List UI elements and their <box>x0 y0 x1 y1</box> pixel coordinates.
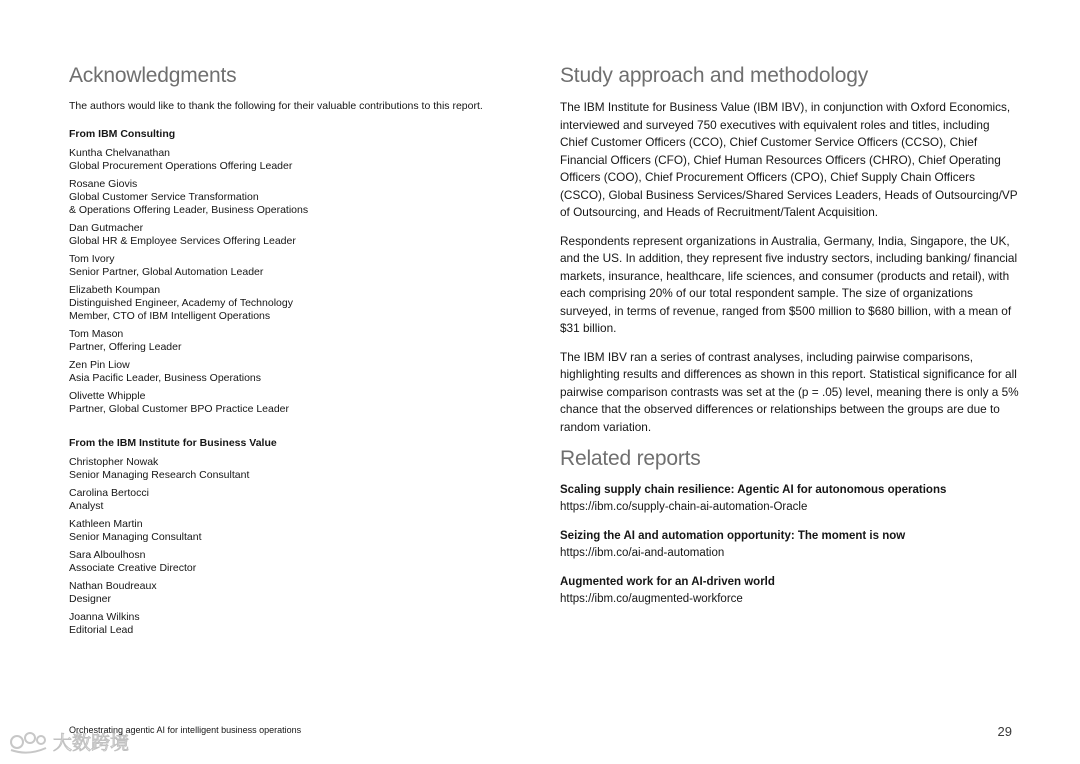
person-role: Partner, Offering Leader <box>69 341 182 353</box>
methodology-paragraph: The IBM Institute for Business Value (IBM IBV), in conjunction with Oxford Economics, interviewed and surveyed 750 executives with equivalent roles and titles, including Chief Customer Officers (CCO), Chief Customer Service Officers (CCSO), Chief Financial Officers (CFO), Chief Human Resources Officers (CHRO), Chief Operating Officers (COO), Chief Procurement Officers (CPO), Chief Supply Chain Officers (CSCO), Global Business Services/Shared Services Leaders, Heads of Outsourcing/VP of Outsourcing, and Heads of Recruitment/Talent Acquisition. <box>560 100 1018 219</box>
ibm-consulting-heading: From IBM Consulting <box>69 128 176 140</box>
person <box>69 253 499 279</box>
person <box>69 611 499 637</box>
person-name: Kuntha Chelvanathan <box>69 147 170 159</box>
person-name: Rosane Giovis <box>69 178 138 190</box>
related-report-link[interactable]: https://ibm.co/ai-and-automation <box>560 547 725 559</box>
person-name: Joanna Wilkins <box>69 611 140 623</box>
person <box>69 359 499 385</box>
watermark-icon <box>8 728 50 756</box>
person-role: Senior Partner, Global Automation Leader <box>69 266 264 278</box>
methodology-paragraph: The IBM IBV ran a series of contrast analyses, including pairwise comparisons, highlighting results and differences as shown in this report. Statistical significance for all pairwise comparison contrasts was set at the (p = .05) level, meaning there is only a 5% chance that the observed differences or relationships between the groups are due to random variation. <box>560 349 1019 434</box>
person <box>69 284 499 323</box>
acknowledgments-section <box>69 64 499 642</box>
person-role: Member, CTO of IBM Intelligent Operations <box>69 310 271 322</box>
acknowledgments-title: Acknowledgments <box>69 64 237 87</box>
related-report[interactable] <box>560 482 1020 516</box>
person <box>69 328 499 354</box>
acknowledgments-intro: The authors would like to thank the following for their valuable contributions to this report. <box>69 100 483 112</box>
ibm-ibv-group <box>69 436 499 637</box>
person <box>69 456 499 482</box>
footer-document-title: Orchestrating agentic AI for intelligent business operations <box>69 725 302 735</box>
person-role: Partner, Global Customer BPO Practice Leader <box>69 403 290 415</box>
person-role: Analyst <box>69 500 104 512</box>
person-name: Dan Gutmacher <box>69 222 144 234</box>
person-role: Editorial Lead <box>69 624 134 636</box>
person-role: Distinguished Engineer, Academy of Technology <box>69 297 293 309</box>
person-role: Associate Creative Director <box>69 562 197 574</box>
person <box>69 390 499 416</box>
person-name: Sara Alboulhosn <box>69 549 146 561</box>
person <box>69 222 499 248</box>
person-name: Tom Mason <box>69 328 124 340</box>
person-name: Christopher Nowak <box>69 456 159 468</box>
person-role: Global HR & Employee Services Offering Leader <box>69 235 296 247</box>
person-name: Zen Pin Liow <box>69 359 130 371</box>
related-report[interactable] <box>560 528 1020 562</box>
person <box>69 147 499 173</box>
person-name: Olivette Whipple <box>69 390 146 402</box>
person-role: & Operations Offering Leader, Business Operations <box>69 204 309 216</box>
methodology-section <box>560 64 1020 620</box>
person-name: Kathleen Martin <box>69 518 143 530</box>
person-role: Global Customer Service Transformation <box>69 191 259 203</box>
related-report-title: Augmented work for an AI-driven world <box>560 576 775 588</box>
person <box>69 178 499 217</box>
related-reports-title: Related reports <box>560 447 701 470</box>
watermark-label: 大数跨境 <box>53 732 130 754</box>
ibm-consulting-group <box>69 127 499 416</box>
page-number: 29 <box>997 724 1012 739</box>
person-role: Global Procurement Operations Offering Leader <box>69 160 293 172</box>
person-role: Senior Managing Research Consultant <box>69 469 250 481</box>
methodology-title: Study approach and methodology <box>560 64 869 87</box>
related-report-link[interactable]: https://ibm.co/augmented-workforce <box>560 593 743 605</box>
person-name: Carolina Bertocci <box>69 487 149 499</box>
ibm-ibv-heading: From the IBM Institute for Business Value <box>69 437 277 449</box>
person-name: Tom Ivory <box>69 253 115 265</box>
person-role: Asia Pacific Leader, Business Operations <box>69 372 262 384</box>
person-name: Nathan Boudreaux <box>69 580 157 592</box>
person <box>69 487 499 513</box>
related-report-title: Scaling supply chain resilience: Agentic AI for autonomous operations <box>560 484 947 496</box>
related-report[interactable] <box>560 574 1020 608</box>
person <box>69 580 499 606</box>
person <box>69 549 499 575</box>
related-report-title: Seizing the AI and automation opportunity: The moment is now <box>560 530 906 542</box>
person-role: Senior Managing Consultant <box>69 531 202 543</box>
related-report-link[interactable]: https://ibm.co/supply-chain-ai-automation-Oracle <box>560 501 808 513</box>
methodology-paragraph: Respondents represent organizations in Australia, Germany, India, Singapore, the UK, and the US. In addition, they represent five industry sectors, including banking/ financial markets, insurance, healthcare, life sciences, and consumer (products and retail), with each comprising 20% of our total respondent sample. The size of organizations surveyed, in terms of revenue, ranged from $500 million to $680 billion, with a mean of $31 billion. <box>560 233 1018 335</box>
person-role: Designer <box>69 593 112 605</box>
person-name: Elizabeth Koumpan <box>69 284 161 296</box>
person <box>69 518 499 544</box>
